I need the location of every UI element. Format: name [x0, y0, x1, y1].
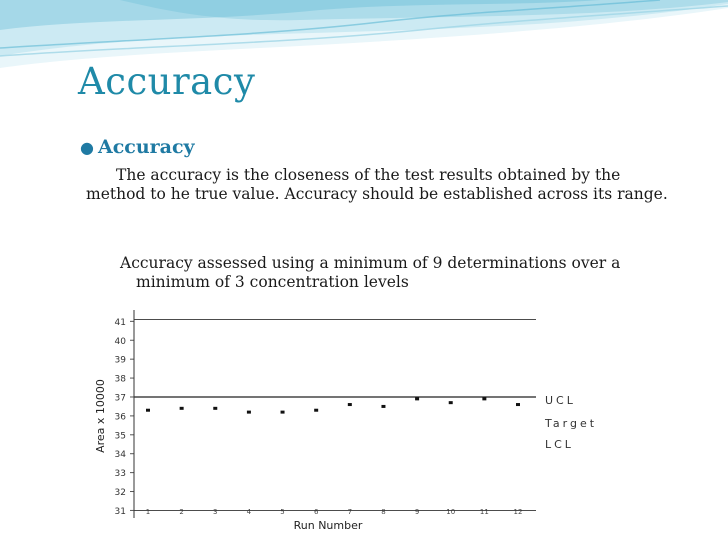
data-point	[381, 405, 385, 408]
data-point	[348, 403, 352, 406]
x-tick-label: 11	[479, 508, 489, 516]
y-tick-label: 33	[114, 469, 126, 480]
data-point	[146, 409, 150, 412]
y-tick-label: 32	[114, 488, 126, 499]
x-tick-label: 7	[347, 508, 353, 516]
x-tick-label: 6	[313, 508, 319, 516]
y-tick-label: 34	[114, 450, 126, 461]
x-tick-label: 5	[280, 508, 285, 516]
x-tick-label: 4	[246, 508, 252, 516]
y-tick-label: 41	[114, 317, 126, 328]
assessment-line-1: Accuracy assessed using a minimum of 9 determinations over a	[120, 254, 621, 272]
y-tick-label: 39	[114, 355, 126, 366]
y-axis-label: Area x 10000	[94, 379, 107, 453]
assessment-paragraph	[120, 254, 700, 292]
bullet-heading	[80, 136, 195, 158]
data-point	[281, 411, 285, 414]
y-tick-label: 38	[114, 374, 126, 385]
definition-line-2: method to he true value. Accuracy should be established across its range.	[86, 185, 668, 203]
data-point	[314, 409, 318, 412]
y-tick-label: 40	[114, 336, 126, 347]
definition-line-1: The accuracy is the closeness of the test results obtained by the	[116, 166, 621, 184]
legend	[544, 394, 597, 451]
x-axis-ticks	[146, 508, 523, 516]
bullet-icon: ●	[80, 138, 94, 157]
data-point	[213, 407, 217, 410]
y-tick-label: 31	[114, 506, 126, 517]
x-tick-label: 8	[381, 508, 386, 516]
y-axis-ticks	[115, 318, 134, 517]
data-point	[449, 401, 453, 404]
y-tick-label: 36	[114, 412, 126, 423]
data-point	[516, 403, 520, 406]
data-point	[180, 407, 184, 410]
bullet-heading-text: Accuracy	[97, 136, 195, 158]
x-tick-label: 3	[213, 508, 218, 516]
definition-paragraph	[86, 166, 726, 204]
slide-title: Accuracy	[78, 60, 256, 103]
y-tick-label: 35	[114, 431, 126, 442]
x-tick-label: 10	[446, 508, 456, 516]
y-tick-label: 37	[114, 393, 126, 404]
x-tick-label: 1	[145, 508, 151, 516]
legend-item-target: Target	[545, 417, 598, 430]
data-point	[415, 397, 419, 400]
legend-item-lcl: LCL	[545, 438, 574, 451]
data-point	[247, 411, 251, 414]
x-axis-label: Run Number	[293, 519, 363, 532]
data-point	[482, 397, 486, 400]
legend-item-ucl: UCL	[545, 394, 576, 407]
assessment-line-2: minimum of 3 concentration levels	[136, 273, 409, 291]
data-points	[146, 397, 520, 413]
control-chart	[88, 300, 608, 532]
x-tick-label: 9	[414, 508, 420, 516]
control-lines	[134, 319, 536, 510]
x-tick-label: 2	[179, 508, 184, 516]
x-tick-label: 12	[513, 508, 523, 516]
